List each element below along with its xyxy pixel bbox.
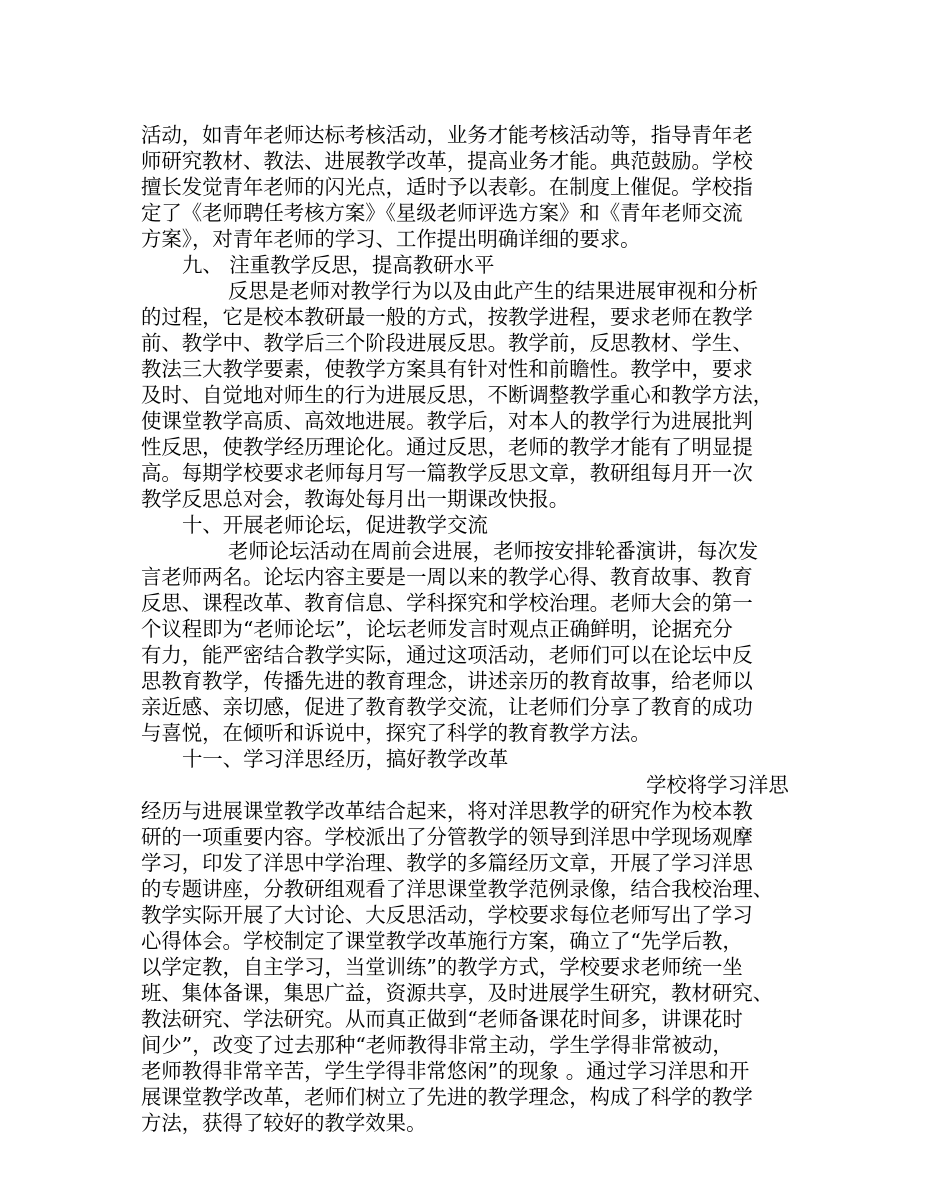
text-line: 及时、自觉地对师生的行为进展反思，不断调整教学重心和教学方法， <box>141 383 774 407</box>
text-line: 老师教得非常辛苦，学生学得非常悠闲”的现象 。通过学习洋思和开 <box>141 1059 750 1083</box>
text-line: 老师论坛活动在周前会进展，老师按安排轮番演讲，每次发 <box>228 539 759 563</box>
text-line: 高。每期学校要求老师每月写一篇教学反思文章，教研组每月开一次 <box>141 461 753 485</box>
section-heading: 十一、学习洋思经历，搞好教学改革 <box>182 747 509 771</box>
text-line: 间少”，改变了过去那种“老师教得非常主动，学生学得非常被动， <box>141 1033 733 1057</box>
text-line: 与喜悦，在倾听和诉说中，探究了科学的教育教学方法。 <box>141 721 651 745</box>
text-line: 定了《老师聘任考核方案》《星级老师评选方案》和《青年老师交流 <box>141 201 743 225</box>
text-line: 言老师两名。论坛内容主要是一周以来的教学心得、教育故事、教育 <box>141 565 753 589</box>
text-line: 前、教学中、教学后三个阶段进展反思。教学前，反思教材、学生、 <box>141 331 753 355</box>
text-line: 研的一项重要内容。学校派出了分管教学的领导到洋思中学现场观摩 <box>141 825 753 849</box>
text-line: 教学反思总对会，教诲处每月出一期课改快报。 <box>141 487 570 511</box>
text-line: 擅长发觉青年老师的闪光点，适时予以表彰。在制度上催促。学校指 <box>141 175 753 199</box>
text-line: 方法，获得了较好的教学效果。 <box>141 1111 427 1135</box>
text-line: 师研究教材、教法、进展教学改革，提高业务才能。典范鼓励。学校 <box>141 149 753 173</box>
text-line: 个议程即为“老师论坛”，论坛老师发言时观点正确鲜明，论据充分 <box>141 617 733 641</box>
text-line: 心得体会。学校制定了课堂教学改革施行方案，确立了“先学后教， <box>141 929 743 953</box>
text-line: 活动，如青年老师达标考核活动，业务才能考核活动等，指导青年老 <box>141 123 753 147</box>
text-line: 方案》，对青年老师的学习、工作提出明确详细的要求。 <box>141 227 641 251</box>
text-line: 的过程，它是校本教研最一般的方式，按教学进程，要求老师在教学 <box>141 305 753 329</box>
text-line: 的专题讲座，分教研组观看了洋思课堂教学范例录像，结合我校治理、 <box>141 877 774 901</box>
text-line: 以学定教，自主学习，当堂训练”的教学方式，学校要求老师统一坐 <box>141 955 743 979</box>
text-line: 教法三大教学要素，使教学方案具有针对性和前瞻性。教学中，要求 <box>141 357 753 381</box>
text-line: 学习，印发了洋思中学治理、教学的多篇经历文章，开展了学习洋思 <box>141 851 753 875</box>
text-line: 反思、课程改革、教育信息、学科探究和学校治理。老师大会的第一 <box>141 591 753 615</box>
text-line: 教法研究、学法研究。从而真正做到“老师备课花时间多，讲课花时 <box>141 1007 743 1031</box>
text-line: 班、集体备课，集思广益，资源共享，及时进展学生研究，教材研究、 <box>141 981 774 1005</box>
text-line: 有力，能严密结合教学实际，通过这项活动，老师们可以在论坛中反 <box>141 643 753 667</box>
section-heading: 十、开展老师论坛，促进教学交流 <box>182 513 488 537</box>
section-heading: 九、 注重教学反思，提高教研水平 <box>182 253 495 277</box>
text-line: 使课堂教学高质、高效地进展。教学后，对本人的教学行为进展批判 <box>141 409 753 433</box>
text-line: 经历与进展课堂教学改革结合起来，将对洋思教学的研究作为校本教 <box>141 799 753 823</box>
text-line: 亲近感、亲切感，促进了教育教学交流，让老师们分享了教育的成功 <box>141 695 753 719</box>
text-line: 展课堂教学改革，老师们树立了先进的教学理念，构成了科学的教学 <box>141 1085 753 1109</box>
text-line: 反思是老师对教学行为以及由此产生的结果进展审视和分析 <box>228 279 759 303</box>
text-line: 思教育教学，传播先进的教育理念，讲述亲历的教育故事，给老师以 <box>141 669 753 693</box>
text-line: 学校将学习洋思 <box>646 773 789 797</box>
text-line: 性反思，使教学经历理论化。通过反思，老师的教学才能有了明显提 <box>141 435 753 459</box>
text-line: 教学实际开展了大讨论、大反思活动，学校要求每位老师写出了学习 <box>141 903 753 927</box>
